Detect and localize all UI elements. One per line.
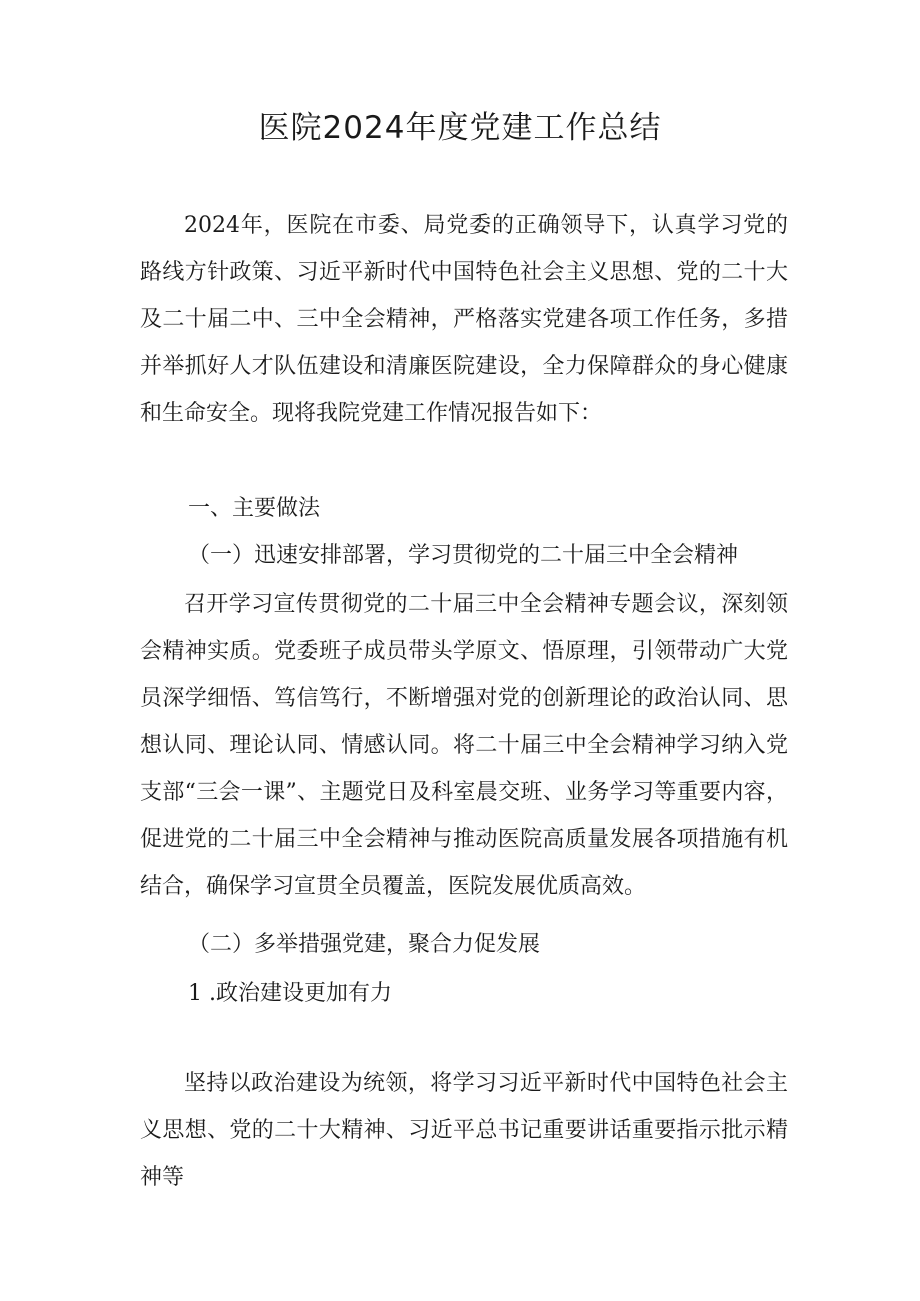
subsection-1-paragraph: 召开学习宣传贯彻党的二十届三中全会精神专题会议，深刻领会精神实质。党委班子成员带头学原文、悟原理，引领带动广大党员深学细悟、笃信笃行，不断增强对党的创新理论的政治认同、思想认同、理论认同、情感认同。将二十届三中全会精神学习纳入党支部“三会一课”、主题党日及科室晨交班、业务学习等重要内容，促进党的二十届三中全会精神与推动医院高质量发展各项措施有机结合，确保学习宣贯全员覆盖，医院发展优质高效。 [140,592,788,899]
section-heading-main-practices: 一、主要做法 [188,496,321,521]
item-1-paragraph: 坚持以政治建设为统领，将学习习近平新时代中国特色社会主义思想、党的二十大精神、习近平总书记重要讲话重要指示批示精神等 [140,1071,788,1190]
item-heading-political-construction: 1 .政治建设更加有力 [188,981,392,1006]
document-title: 医院2024年度党建工作总结 [258,110,662,146]
subsection-heading-2: （二）多举措强党建，聚合力促发展 [188,932,541,957]
subsection-heading-1: （一）迅速安排部署，学习贯彻党的二十届三中全会精神 [188,543,739,568]
intro-paragraph: 2024年，医院在市委、局党委的正确领导下，认真学习党的路线方针政策、习近平新时代中国特色社会主义思想、党的二十大及二十届二中、三中全会精神，严格落实党建各项工作任务，多措并举抓好人才队伍建设和清廉医院建设，全力保障群众的身心健康和生命安全。现将我院党建工作情况报告如下： [140,213,788,426]
